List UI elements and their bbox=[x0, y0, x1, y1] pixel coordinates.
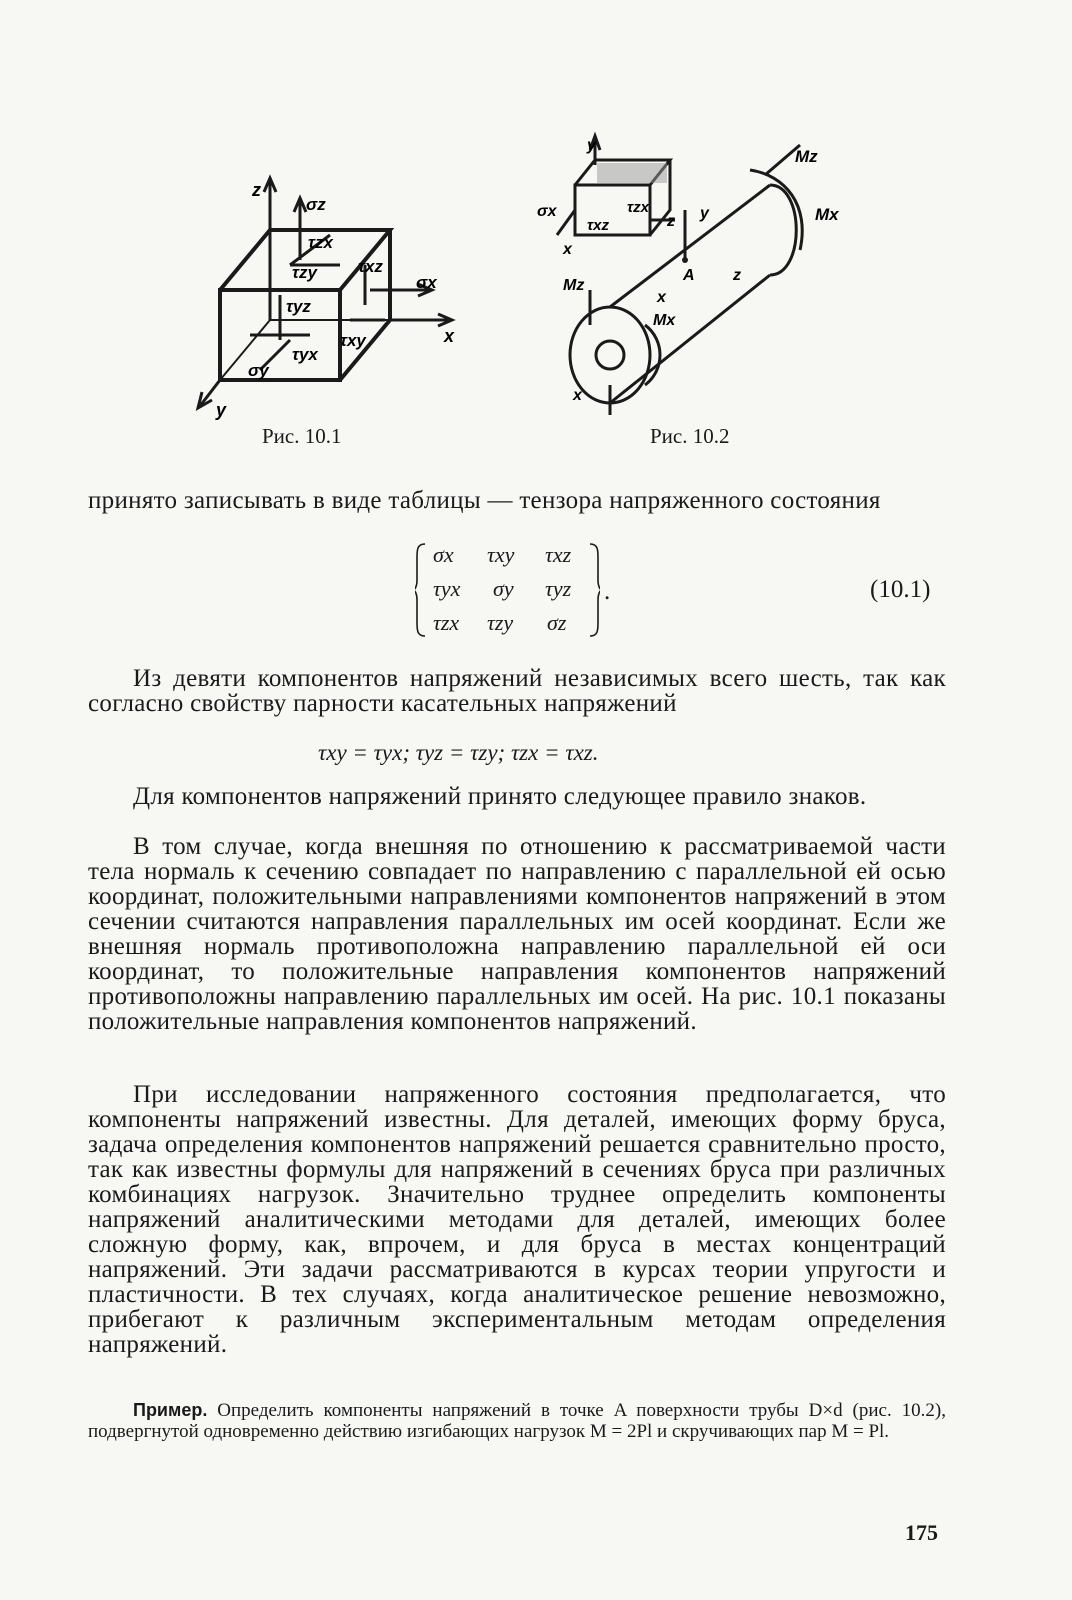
fig1-y-label: y bbox=[216, 400, 227, 420]
paragraph-independent-components: Из девяти компонентов напряжений независимых всего шесть, так как согласно свойству парности касательных напряжений bbox=[88, 665, 946, 717]
matrix-cell: τyx bbox=[433, 576, 461, 601]
fig2-cube-y-label: y bbox=[587, 137, 596, 154]
example-label: Пример. bbox=[133, 1400, 208, 1420]
fig2-cube-x-label: x bbox=[563, 241, 572, 258]
fig2-mz-top-label: Mz bbox=[795, 147, 818, 166]
fig1-z-label: z bbox=[252, 180, 261, 200]
fig1-tau-yz-label: τyz bbox=[286, 297, 311, 316]
figure-10-2-caption: Рис. 10.2 bbox=[650, 424, 730, 448]
fig1-tau-zx-label: τzx bbox=[308, 233, 333, 252]
fig1-tau-xz-label: τxz bbox=[358, 257, 383, 276]
fig1-x-label: x bbox=[444, 326, 455, 346]
fig1-sigma-z-label: σz bbox=[306, 195, 326, 214]
fig2-tau-zx-label: τzx bbox=[627, 199, 649, 216]
fig2-tau-xz-label: τxz bbox=[587, 217, 609, 234]
fig1-tau-xy-label: τxy bbox=[340, 331, 366, 350]
matrix-cell: σx bbox=[433, 542, 454, 567]
matrix-cell: τzy bbox=[487, 610, 514, 635]
fig2-pipe-y-label: y bbox=[700, 205, 709, 222]
fig1-tau-yx-label: τyx bbox=[292, 345, 318, 364]
example-text: Определить компоненты напряжений в точке A поверхности трубы D×d (рис. 10.2), подвергнутой одновременно действию изгибающих нагрузок M = 2Pl и скручивающих пар M = Pl. bbox=[88, 1400, 947, 1442]
pairing-equation: τxy = τyx; τyz = τzy; τzx = τxz. bbox=[318, 740, 599, 765]
equation-number: (10.1) bbox=[870, 576, 931, 603]
matrix-cell: τxy bbox=[487, 542, 515, 567]
fig1-sigma-y-label: σy bbox=[248, 361, 269, 380]
stress-tensor-matrix bbox=[415, 540, 600, 640]
intro-text: принято записывать в виде таблицы — тензора напряженного состояния bbox=[88, 487, 881, 514]
fig2-pipe-z-label: z bbox=[733, 267, 741, 284]
paragraph-stress-study: При исследовании напряженного состояния предполагается, что компоненты напряжений известны. Для деталей, имеющих форму бруса, задача определения компонентов напряжений решается сравнительно просто, так как известны формулы для напряжений в сечениях бруса при различных комбинациях нагрузок. Значительно труднее определить компоненты напряжений аналитическими методами для деталей, имеющих более сложную форму, как, впрочем, и для бруса в местах концентраций напряжений. Эти задачи рассматриваются в курсах теории упругости и пластичности. В тех случаях, когда аналитическое решение невозможно, прибегают к различным экспериментальным методам определения напряжений. bbox=[88, 1081, 946, 1358]
fig2-point-a-label: A bbox=[683, 267, 695, 284]
fig2-sigma-x-label: σx bbox=[537, 203, 557, 220]
matrix-cell: τxz bbox=[545, 542, 572, 567]
fig2-mx-mid-label: Mx bbox=[653, 312, 676, 329]
matrix-cell: τyz bbox=[545, 576, 572, 601]
matrix-cell: τzx bbox=[433, 610, 460, 635]
fig2-bottom-x-label: x bbox=[573, 387, 582, 404]
fig2-pipe-x-label: x bbox=[657, 289, 666, 306]
paragraph-normal-direction: В том случае, когда внешняя по отношению к рассматриваемой части тела нормаль к сечению совпадает по направлению с параллельной ей осью координат, положительными направлениями компонентов напряжений в этом сечении считаются направления параллельных им осей координат. Если же внешняя нормаль противоположна направлению параллельной ей оси координат, то положительные направления компонентов напряжений противоположны направлению параллельных им осей. На рис. 10.1 показаны положительные направления компонентов напряжений. bbox=[88, 833, 946, 1035]
fig1-tau-zy-label: τzy bbox=[292, 263, 317, 282]
figure-10-2 bbox=[535, 130, 865, 425]
figure-10-1-caption: Рис. 10.1 bbox=[262, 424, 342, 448]
matrix-cell: σz bbox=[547, 610, 567, 635]
figure-10-1 bbox=[190, 170, 470, 420]
fig1-sigma-x-label: σx bbox=[416, 273, 437, 292]
paragraph-sign-rule: Для компонентов напряжений принято следующее правило знаков. bbox=[133, 783, 867, 810]
fig2-cube-z-label: z bbox=[667, 213, 675, 230]
fig2-mx-top-label: Mx bbox=[815, 205, 839, 224]
cube-shaded-face bbox=[597, 163, 667, 183]
fig2-mz-left-label: Mz bbox=[563, 277, 585, 294]
page-number: 175 bbox=[905, 1520, 938, 1545]
example-block bbox=[88, 1400, 946, 1442]
matrix-cell: σy bbox=[493, 576, 514, 601]
